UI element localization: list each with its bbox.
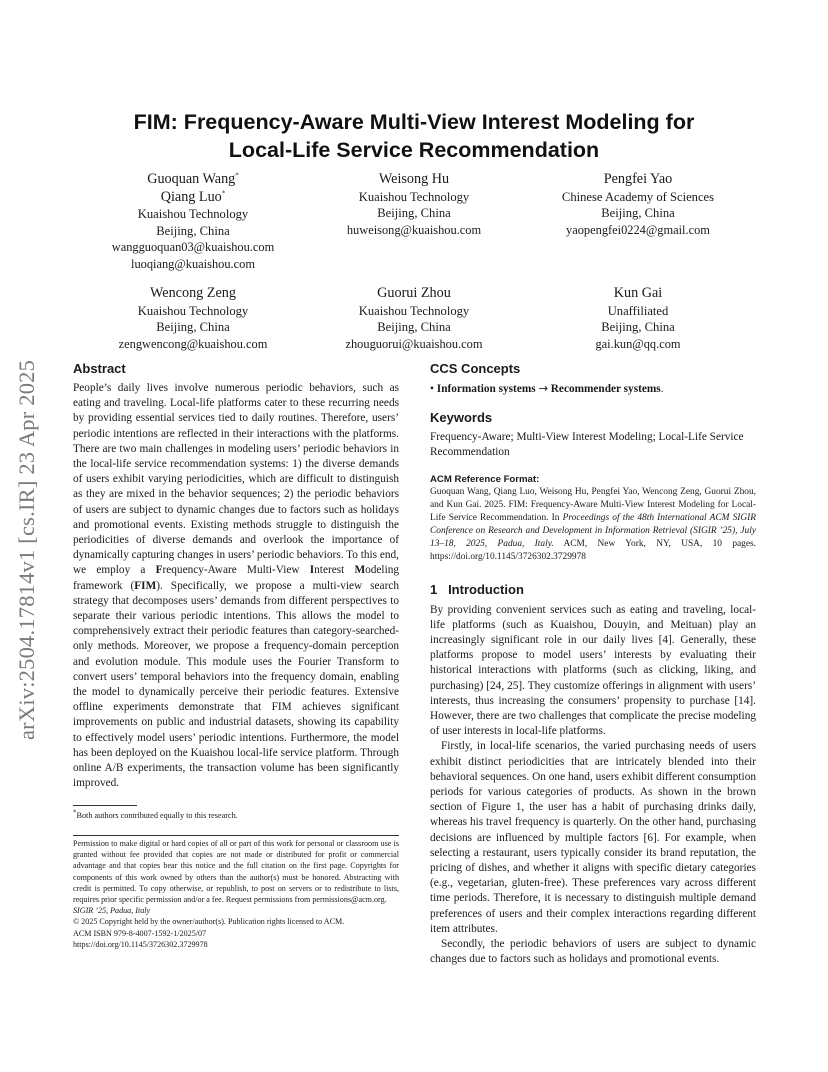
right-column xyxy=(430,361,756,967)
footnote xyxy=(73,810,399,821)
permission-rule xyxy=(73,835,399,836)
footnote-rule xyxy=(73,805,137,806)
author-name: Wencong Zeng xyxy=(150,285,236,301)
introduction-heading: 1 Introduction xyxy=(430,581,524,597)
author-name: Guoquan Wang xyxy=(147,171,236,187)
abstract-heading: Abstract xyxy=(73,361,126,376)
author-block-hu xyxy=(300,171,528,238)
acm-ref-proceedings: Proceedings of the 48th International ACM SIGIR Conference on Research and Development in Information Retrieval (SIGIR ’25), July 13–18, 2025, Padua, Italy. xyxy=(430,512,756,549)
acm-ref-text: ACM, New York, NY, USA, 10 pages. https://doi.org/10.1145/3726302.3729978 xyxy=(430,538,757,562)
ccs-item: Information systems xyxy=(436,383,536,395)
author-name: Qiang Luo xyxy=(160,188,222,205)
author-email: zhouguorui@kuaishou.com xyxy=(345,336,483,351)
abstract-section xyxy=(73,361,399,791)
intro-paragraph-1: By providing convenient services such as eating and traveling, local-life platforms (such as Kuaishou, Douyin, and Meituan) play an increasingly significant role in our daily lives [4]. Generally, these platforms propose to model users’ interests by evaluating their historical interactions with platforms (such as clicking, liking, and purchasing) [24, 25]. They customize offerings in alignment with users’ interests, thus increasing the consumers’ propensity to purchase [14]. However, there are two challenges that complicate the precise modeling of user interests in local-life platforms. xyxy=(430,603,756,738)
venue: SIGIR ’25, Padua, Italy xyxy=(73,906,151,916)
ccs-item: Recommender systems xyxy=(550,383,661,395)
author-affiliation: Kuaishou Technology xyxy=(358,189,470,204)
doi-link[interactable]: https://doi.org/10.1145/3726302.3729978 xyxy=(73,939,208,949)
author-email: wangguoquan03@kuaishou.com xyxy=(111,240,275,255)
author-block-zhou xyxy=(300,285,528,352)
keywords-text: Frequency-Aware; Multi-View Interest Modeling; Local-Life Service Recommendation xyxy=(430,431,744,459)
footnote-mark: * xyxy=(73,808,77,817)
author-affiliation: Chinese Academy of Sciences xyxy=(561,189,715,204)
acm-reference xyxy=(430,486,756,564)
author-name: Weisong Hu xyxy=(378,171,450,187)
author-affiliation: Kuaishou Technology xyxy=(358,303,470,318)
author-block-yao xyxy=(520,171,756,238)
ccs-heading: CCS Concepts xyxy=(430,361,521,376)
footnote-text: Both authors contributed equally to this research. xyxy=(76,811,238,820)
abstract-text-part: requency-Aware Multi-View xyxy=(162,564,310,577)
author-email: huweisong@kuaishou.com xyxy=(346,222,482,237)
author-block-zeng xyxy=(73,285,313,352)
abstract-text-part: nterest xyxy=(314,564,355,577)
acronym-letter: F xyxy=(155,564,163,577)
acm-ref-text: Guoquan Wang, Qiang Luo, Weisong Hu, Pengfei Yao, Wencong Zeng, Guorui Zhou, and Kun Gai. 2025. FIM: Frequency-Aware Multi-View Interest Modeling for Local-Life Service Recommendation. In xyxy=(430,486,756,523)
acronym-letter: M xyxy=(354,564,366,577)
abstract-text-part: People’s daily lives involve numerous periodic behaviors, such as eating and traveling. Local-life platforms cater to these recurring needs by providing essential services tied to daily routines. Therefore, users’ periodic intentions are reflected in their interactions with the platforms. There are two main challenges in modeling users’ periodic behaviors in the local-life service recommendation systems: 1) the diverse demands of users exhibit varying periodicities, which are difficult to distinguish as they are mixed in the behavior sequences; 2) the periodic behaviors of users are subject to dynamic changes due to factors such as holidays and promotional events. Existing methods struggle to distinguish the periodicities of diverse demands and overlook the importance of dynamically capturing changes in users’ periodic behaviors. To this end, we employ a xyxy=(73,382,399,577)
author-affiliation: Kuaishou Technology xyxy=(137,303,249,318)
author-block-wang-luo xyxy=(73,171,313,272)
permission-block xyxy=(73,838,399,950)
author-location: Beijing, China xyxy=(156,320,230,335)
equal-contribution-mark: * xyxy=(235,171,239,180)
intro-paragraph-2: Firstly, in local-life scenarios, the varied purchasing needs of users exhibit distinct periodicities that are intricately blended into their behavioral sequences. On one hand, users exhibit different consumption periods for various categories of products. As shown in the brown section of Figure 1, the user has a habit of purchasing drinks daily, whereas his travel frequency is quarterly. On the other hand, purchasing decisions are influenced by multiple factors [6]. For example, when selecting a restaurant, users typically consider its brand reputation, the pricing of dishes, and whether it aligns with specific dietary categories (e.g., vegetarian, gluten-free). These preferences vary across different time periods. Therefore, it is necessary to distinguish multiple demand preferences of users and their complex interactions regarding different item attributes. xyxy=(430,740,756,935)
acronym: FIM xyxy=(134,579,157,592)
equal-contribution-mark: * xyxy=(221,188,226,197)
author-location: Beijing, China xyxy=(601,206,675,221)
abstract-text-part: odeling framework ( xyxy=(73,564,400,592)
bullet: • xyxy=(430,383,434,395)
isbn: ACM ISBN 979-8-4007-1592-1/2025/07 xyxy=(73,928,207,938)
author-location: Beijing, China xyxy=(601,320,675,335)
author-location: Beijing, China xyxy=(156,223,230,238)
intro-paragraph-3: Secondly, the periodic behaviors of users are subject to dynamic changes due to factors such as holidays and promotional events. xyxy=(430,938,756,966)
author-affiliation: Kuaishou Technology xyxy=(137,207,249,221)
author-name: Kun Gai xyxy=(613,285,663,301)
author-email: gai.kun@qq.com xyxy=(595,336,681,351)
author-location: Beijing, China xyxy=(377,206,451,221)
author-affiliation: Unaffiliated xyxy=(607,303,669,318)
author-block-gai xyxy=(520,285,756,352)
title-line-1: FIM: Frequency-Aware Multi-View Interest Modeling for xyxy=(133,110,695,134)
title-line-2: Local-Life Service Recommendation xyxy=(228,138,600,162)
abstract-body xyxy=(73,381,399,791)
arrow-icon: → xyxy=(538,382,548,395)
author-location: Beijing, China xyxy=(377,320,451,335)
ccs-end: . xyxy=(660,383,664,395)
arxiv-identifier: arXiv:2504.17814v1 [cs.IR] 23 Apr 2025 xyxy=(14,359,39,740)
permission-text: Permission to make digital or hard copies of all or part of this work for personal or classroom use is granted without fee provided that copies are not made or distributed for profit or commercial advantage and that copies bear this notice and the full citation on the first page. Copyrights for components of this work owned by others than the author(s) must be honored. Abstracting with credit is permitted. To copy otherwise, or republish, to post on servers or to redistribute to lists, requires prior specific permission and/or a fee. Request permissions from permissions@acm.org. xyxy=(73,839,399,905)
acm-ref-heading: ACM Reference Format: xyxy=(430,473,540,485)
keywords-heading: Keywords xyxy=(430,410,493,426)
author-name: Pengfei Yao xyxy=(603,171,673,187)
author-name: Guorui Zhou xyxy=(377,285,451,301)
author-email: yaopengfei0224@gmail.com xyxy=(566,222,710,237)
abstract-text-part: ). Specifically, we propose a multi-view search strategy that decomposes users’ demands from different perspectives to separate their various periodic intentions. This allows the model to comprehensively extract their periodic features than category-searched-only methods. Moreover, we propose a frequency-domain perception and evolution module. This module uses the Fourier Transform to convert users’ temporal behaviors into the frequency domain, enabling the model to dynamically perceive their periodic features. Extensive offline experiments demonstrate that FIM achieves significant improvements on public and industrial datasets, showing its capability to effectively model users’ periodic intentions. Furthermore, the model has been deployed on the Kuaishou local-life service platform. Through online A/B experiments, the transaction volume has been significantly improved. xyxy=(73,579,399,790)
copyright: © 2025 Copyright held by the owner/author(s). Publication rights licensed to ACM. xyxy=(73,917,345,927)
author-email: zengwencong@kuaishou.com xyxy=(118,336,268,351)
ccs-concepts xyxy=(430,381,756,397)
author-email: luoqiang@kuaishou.com xyxy=(131,256,255,271)
acronym-letter: I xyxy=(309,564,315,577)
paper-title xyxy=(70,108,758,164)
